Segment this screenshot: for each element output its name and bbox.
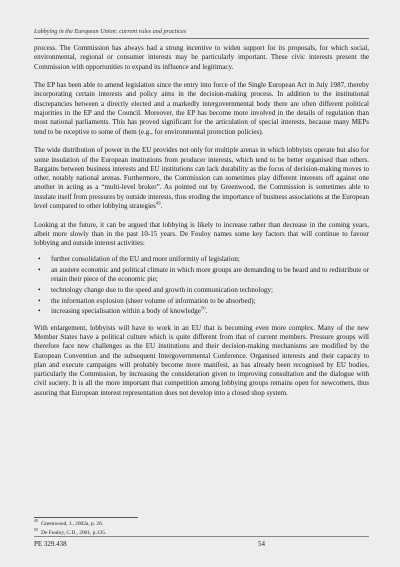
- footnote-number: 50: [34, 528, 38, 533]
- header-rule: [34, 38, 369, 39]
- bullet-icon: •: [38, 285, 41, 294]
- footnote-rule: [34, 517, 138, 518]
- footnote-number: 49: [34, 519, 38, 524]
- paragraph-3-text: The wide distribution of power in the EU provides not only for multiple arenas in which lobbyists operate but also for some insulation of the European institutions from producer interests, which tend to be better organised than others. Bargains between business interests and EU institutions can lack durability as the focus of decision-making moves to other, notably national arenas. Furthermore, the Commission can sometimes play different interests off against one another in acting as a “multi-level broker”. As pointed out by Greenwood, the Commission is sometimes able to insulate itself from pressures by outside interests, thus eroding the importance of business associations at the European level compared to other lobbying strategies: [34, 146, 369, 211]
- list-item: [34, 255, 369, 264]
- bullet-icon: •: [38, 296, 41, 305]
- paragraph-4: Looking at the future, it can be argued that lobbying is likely to increase rather than decrease in the coming years, albeit more slowly than in the past 10-15 years. De Fouloy names some key factors that will continue to favour lobbying and outside interest activities:: [34, 220, 369, 248]
- paragraph-3-end: .: [160, 202, 163, 211]
- page-number: 54: [258, 540, 265, 548]
- footnote-ref-49: 49: [155, 200, 161, 206]
- list-item-text: the information explosion (sheer volume of information to be absorbed);: [51, 296, 256, 305]
- list-item: [34, 307, 369, 316]
- footnote-text: Greenwood, J., 2002a, p. 26.: [41, 521, 104, 527]
- paragraph-2: The EP has been able to amend legislation since the entry into force of the Single European Act in July 1987, thereby incorporating certain interests and policy aims in the decision-making process. In addition to the institutional discrepancies between a directly elected and a markedly intergovernmental body there are often different political majorities in the EP and the Council. Moreover, the EP has become more involved in the details of regulation than most national parliaments. This has proved significant for the articulation of special interests, because many MEPs tend to be receptive to some of them (e.g., for environmental protection policies).: [34, 81, 369, 136]
- document-number: PE 329.438: [34, 540, 67, 548]
- paragraph-1: process. The Commission has always had a strong incentive to widen support for its proposals, for which social, environmental, regional or consumer interests may be particularly important. These civic interests present the Commission with opportunities to expand its influence and legitimacy.: [34, 44, 369, 71]
- running-header: Lobbying in the European Union: current rules and practices: [34, 28, 187, 35]
- bullet-icon: •: [38, 265, 41, 274]
- list-item: [34, 286, 369, 295]
- paragraph-5: With enlargement, lobbyists will have to work in an EU that is becoming even more complex. Many of the new Member States have a political culture which is quite different from that of current members. Pressure groups will therefore face new challenges as the EU institutions and their decision-making mechanisms are modified by the European Convention and the subsequent Intergovernmental Conference. Organised interests and their capacity to plan and execute campaigns will probably become more manifest, as has already been recognised by EU bodies, particularly the Commission, by increasing the consideration given to improving consultation and the dialogue with civil society. It is all the more important that competition among lobbying groups remains open for newcomers, thus assuring that European interest representation does not develop into a closed shop system.: [34, 323, 369, 397]
- list-item-text: an austere economic and political climate in which more groups are demanding to be heard and to redistribute or retain their piece of the economic pie;: [51, 265, 369, 283]
- list-item: [34, 266, 369, 285]
- list-item: [34, 297, 369, 306]
- bullet-icon: •: [38, 307, 41, 316]
- list-item-text: increasing specialisation within a body of knowledge: [51, 307, 201, 316]
- body-text: [34, 44, 369, 407]
- list-item-end: .: [205, 307, 208, 316]
- footnote-49: [34, 520, 369, 529]
- bullet-icon: •: [38, 254, 41, 263]
- list-item-text: technology change due to the speed and growth in communication technology;: [51, 285, 273, 294]
- paragraph-3: [34, 146, 369, 211]
- footnote-ref-50: 50: [200, 305, 206, 311]
- footer-rule: [34, 536, 369, 537]
- list-item-text: further consolidation of the EU and more uniformity of legislation;: [51, 254, 240, 263]
- factor-list: [34, 255, 369, 317]
- footnote-text: De Fouloy, C.D., 2001, p.135.: [41, 530, 107, 536]
